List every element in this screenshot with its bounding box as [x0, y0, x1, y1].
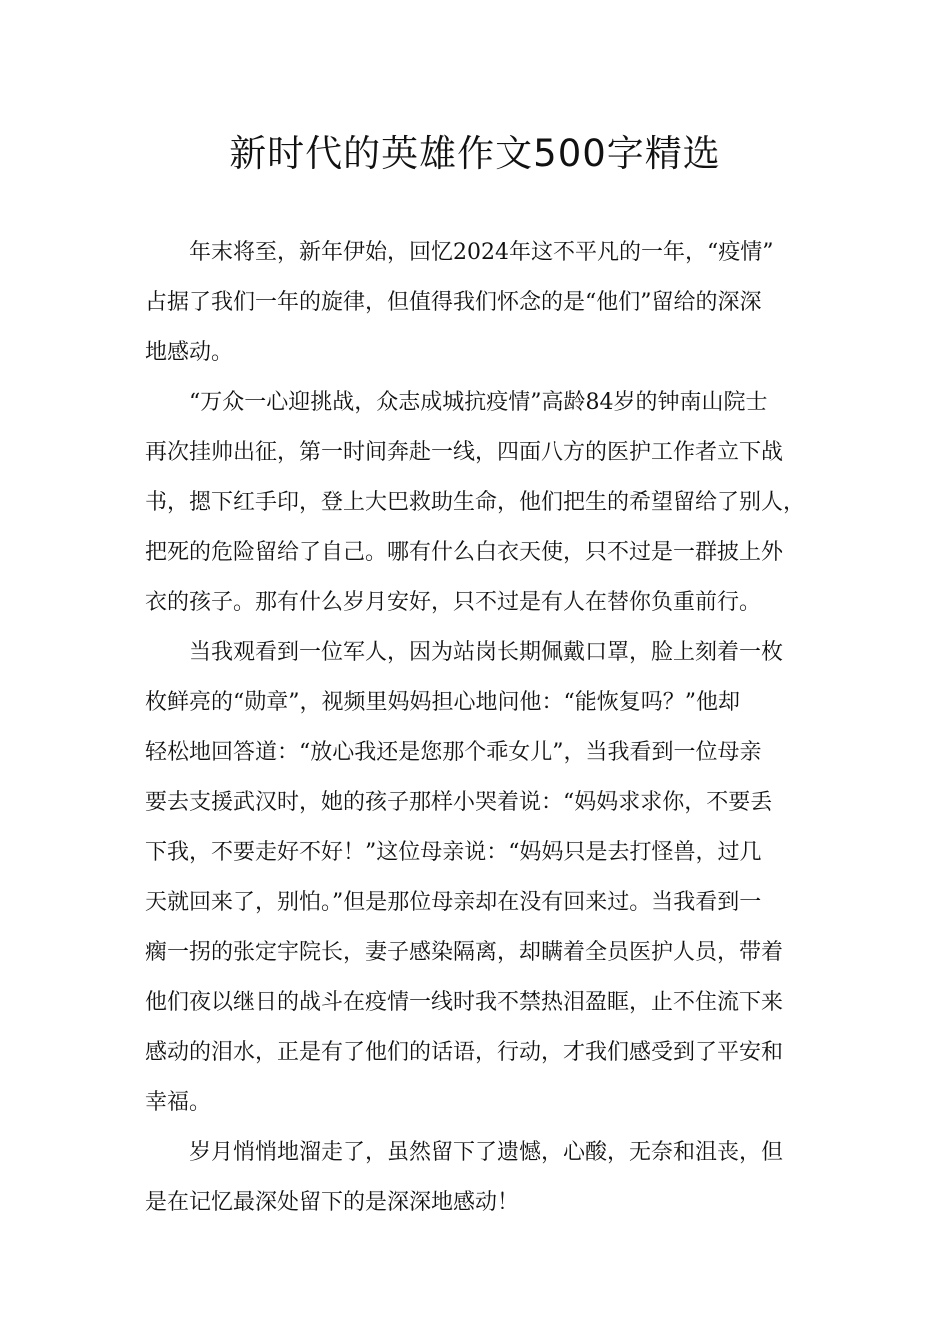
paragraph-line: 幸福。 [145, 1090, 212, 1115]
paragraph-line: 他们夜以继日的战斗在疫情一线时我不禁热泪盈眶，止不住流下来 [145, 990, 784, 1015]
document-title: 新时代的英雄作文500字精选 [229, 132, 721, 175]
paragraph-line: 当我观看到一位军人，因为站岗长期佩戴口罩，脸上刻着一枚 [189, 640, 784, 665]
paragraph-1 [145, 228, 817, 378]
paragraph-line: 天就回来了，别怕。”但是那位母亲却在没有回来过。当我看到一 [145, 890, 762, 915]
paragraph-line: “万众一心迎挑战，众志成城抗疫情”高龄84岁的钟南山院士 [189, 390, 768, 415]
paragraph-3 [145, 628, 817, 1128]
paragraph-line: 下我，不要走好不好！”这位母亲说：“妈妈只是去打怪兽，过几 [145, 840, 762, 865]
paragraph-line: 年末将至，新年伊始，回忆2024年这不平凡的一年，“疫情” [189, 240, 774, 265]
paragraph-line: 再次挂帅出征，第一时间奔赴一线，四面八方的医护工作者立下战 [145, 440, 784, 465]
paragraph-line: 衣的孩子。那有什么岁月安好，只不过是有人在替你负重前行。 [145, 590, 762, 615]
paragraph-line: 地感动。 [145, 340, 234, 365]
paragraph-2 [145, 378, 817, 628]
paragraph-line: 把死的危险留给了自己。哪有什么白衣天使，只不过是一群披上外 [145, 540, 784, 565]
paragraph-line: 感动的泪水，正是有了他们的话语，行动，才我们感受到了平安和 [145, 1040, 784, 1065]
paragraph-4 [145, 1128, 817, 1228]
paragraph-line: 岁月悄悄地溜走了，虽然留下了遗憾，心酸，无奈和沮丧，但 [189, 1140, 784, 1165]
document-body [145, 228, 817, 1228]
paragraph-line: 轻松地回答道：“放心我还是您那个乖女儿”，当我看到一位母亲 [145, 740, 762, 765]
paragraph-line: 枚鲜亮的“勋章”，视频里妈妈担心地问他：“能恢复吗？”他却 [145, 690, 740, 715]
paragraph-line: 是在记忆最深处留下的是深深地感动！ [145, 1190, 520, 1215]
paragraph-line: 占据了我们一年的旋律，但值得我们怀念的是“他们”留给的深深 [145, 290, 762, 315]
paragraph-line: 瘸一拐的张定宇院长，妻子感染隔离，却瞒着全员医护人员，带着 [145, 940, 784, 965]
paragraph-line: 书，摁下红手印，登上大巴救助生命，他们把生的希望留给了别人， [145, 490, 806, 515]
paragraph-line: 要去支援武汉时，她的孩子那样小哭着说：“妈妈求求你，不要丢 [145, 790, 773, 815]
